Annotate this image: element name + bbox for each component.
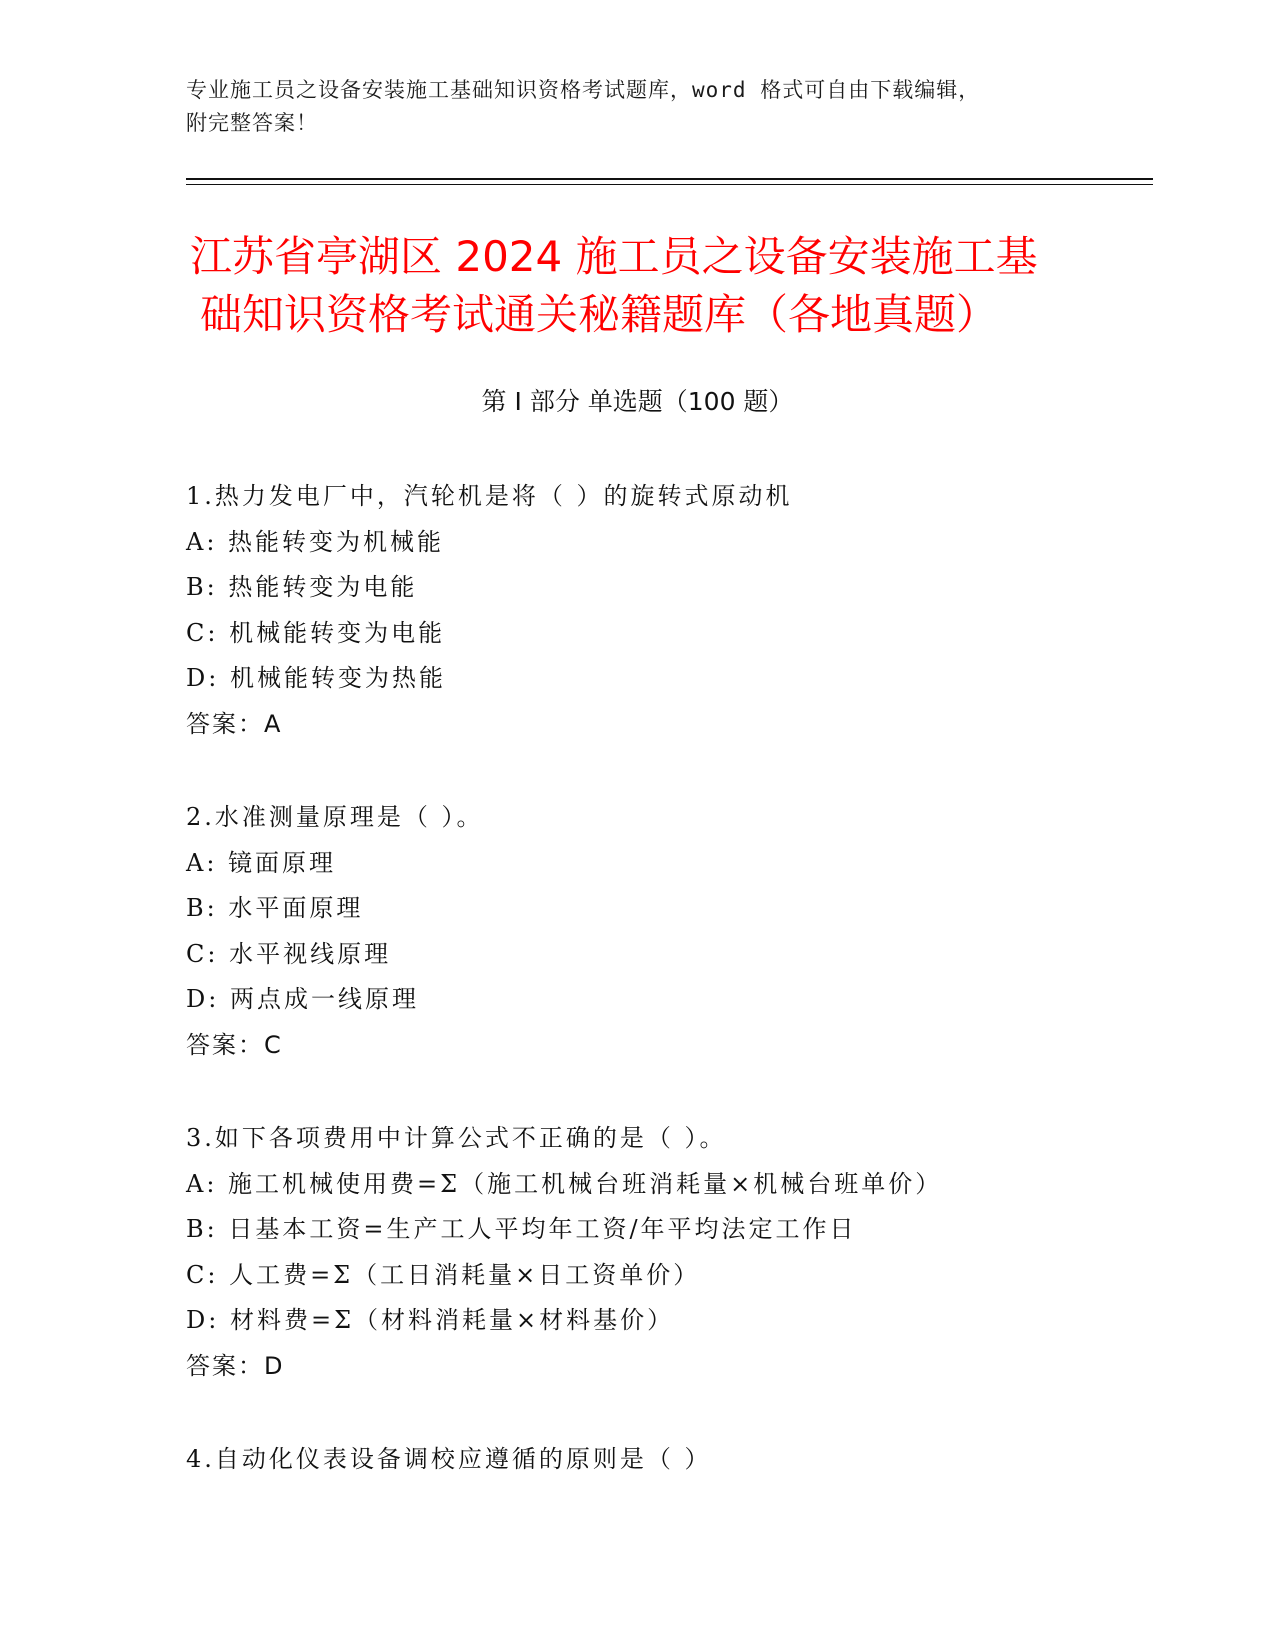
question-3 (186, 1116, 1146, 1389)
answer: 答案：D (186, 1351, 285, 1380)
section-heading: 第 I 部分 单选题（100 题） (481, 387, 794, 416)
question-1 (186, 474, 1146, 747)
option-a: A: 施工机械使用费=Σ（施工机械台班消耗量×机械台班单价） (186, 1169, 943, 1198)
option-c: C: 机械能转变为电能 (186, 618, 446, 647)
header-divider-thin (186, 184, 1153, 185)
option-c: C: 水平视线原理 (186, 939, 392, 968)
question-text: 2.水准测量原理是（ ）。 (186, 803, 484, 831)
question-2 (186, 795, 1146, 1068)
option-d: D: 材料费=Σ（材料消耗量×材料基价） (186, 1306, 675, 1334)
header-note-line-2: 附完整答案！ (186, 111, 318, 135)
option-a: A: 镜面原理 (186, 848, 337, 877)
option-a: A: 热能转变为机械能 (186, 527, 445, 556)
document-title-line-1: 江苏省亭湖区 2024 施工员之设备安装施工基 (190, 232, 1038, 281)
document-title-line-2: 础知识资格考试通关秘籍题库（各地真题） (200, 290, 999, 339)
question-text: 4.自动化仪表设备调校应遵循的原则是（ ） (186, 1445, 712, 1473)
document-title (190, 228, 1100, 344)
question-text: 3.如下各项费用中计算公式不正确的是（ ）。 (186, 1124, 727, 1152)
answer: 答案：A (186, 709, 283, 738)
option-b: B: 热能转变为电能 (186, 573, 418, 601)
option-d: D: 机械能转变为热能 (186, 664, 446, 692)
header-divider-thick (186, 178, 1153, 180)
question-list (186, 474, 1146, 1531)
option-b: B: 水平面原理 (186, 894, 364, 922)
question-4 (186, 1437, 1146, 1483)
option-d: D: 两点成一线原理 (186, 985, 419, 1013)
option-b: B: 日基本工资=生产工人平均年工资/年平均法定工作日 (186, 1215, 857, 1243)
question-text: 1.热力发电厂中，汽轮机是将（ ）的旋转式原动机 (186, 482, 793, 510)
header-note (186, 74, 1086, 140)
answer: 答案：C (186, 1030, 283, 1059)
option-c: C: 人工费=Σ（工日消耗量×日工资单价） (186, 1260, 701, 1289)
header-note-line-1: 专业施工员之设备安装施工基础知识资格考试题库，word 格式可自由下载编辑， (186, 78, 981, 102)
